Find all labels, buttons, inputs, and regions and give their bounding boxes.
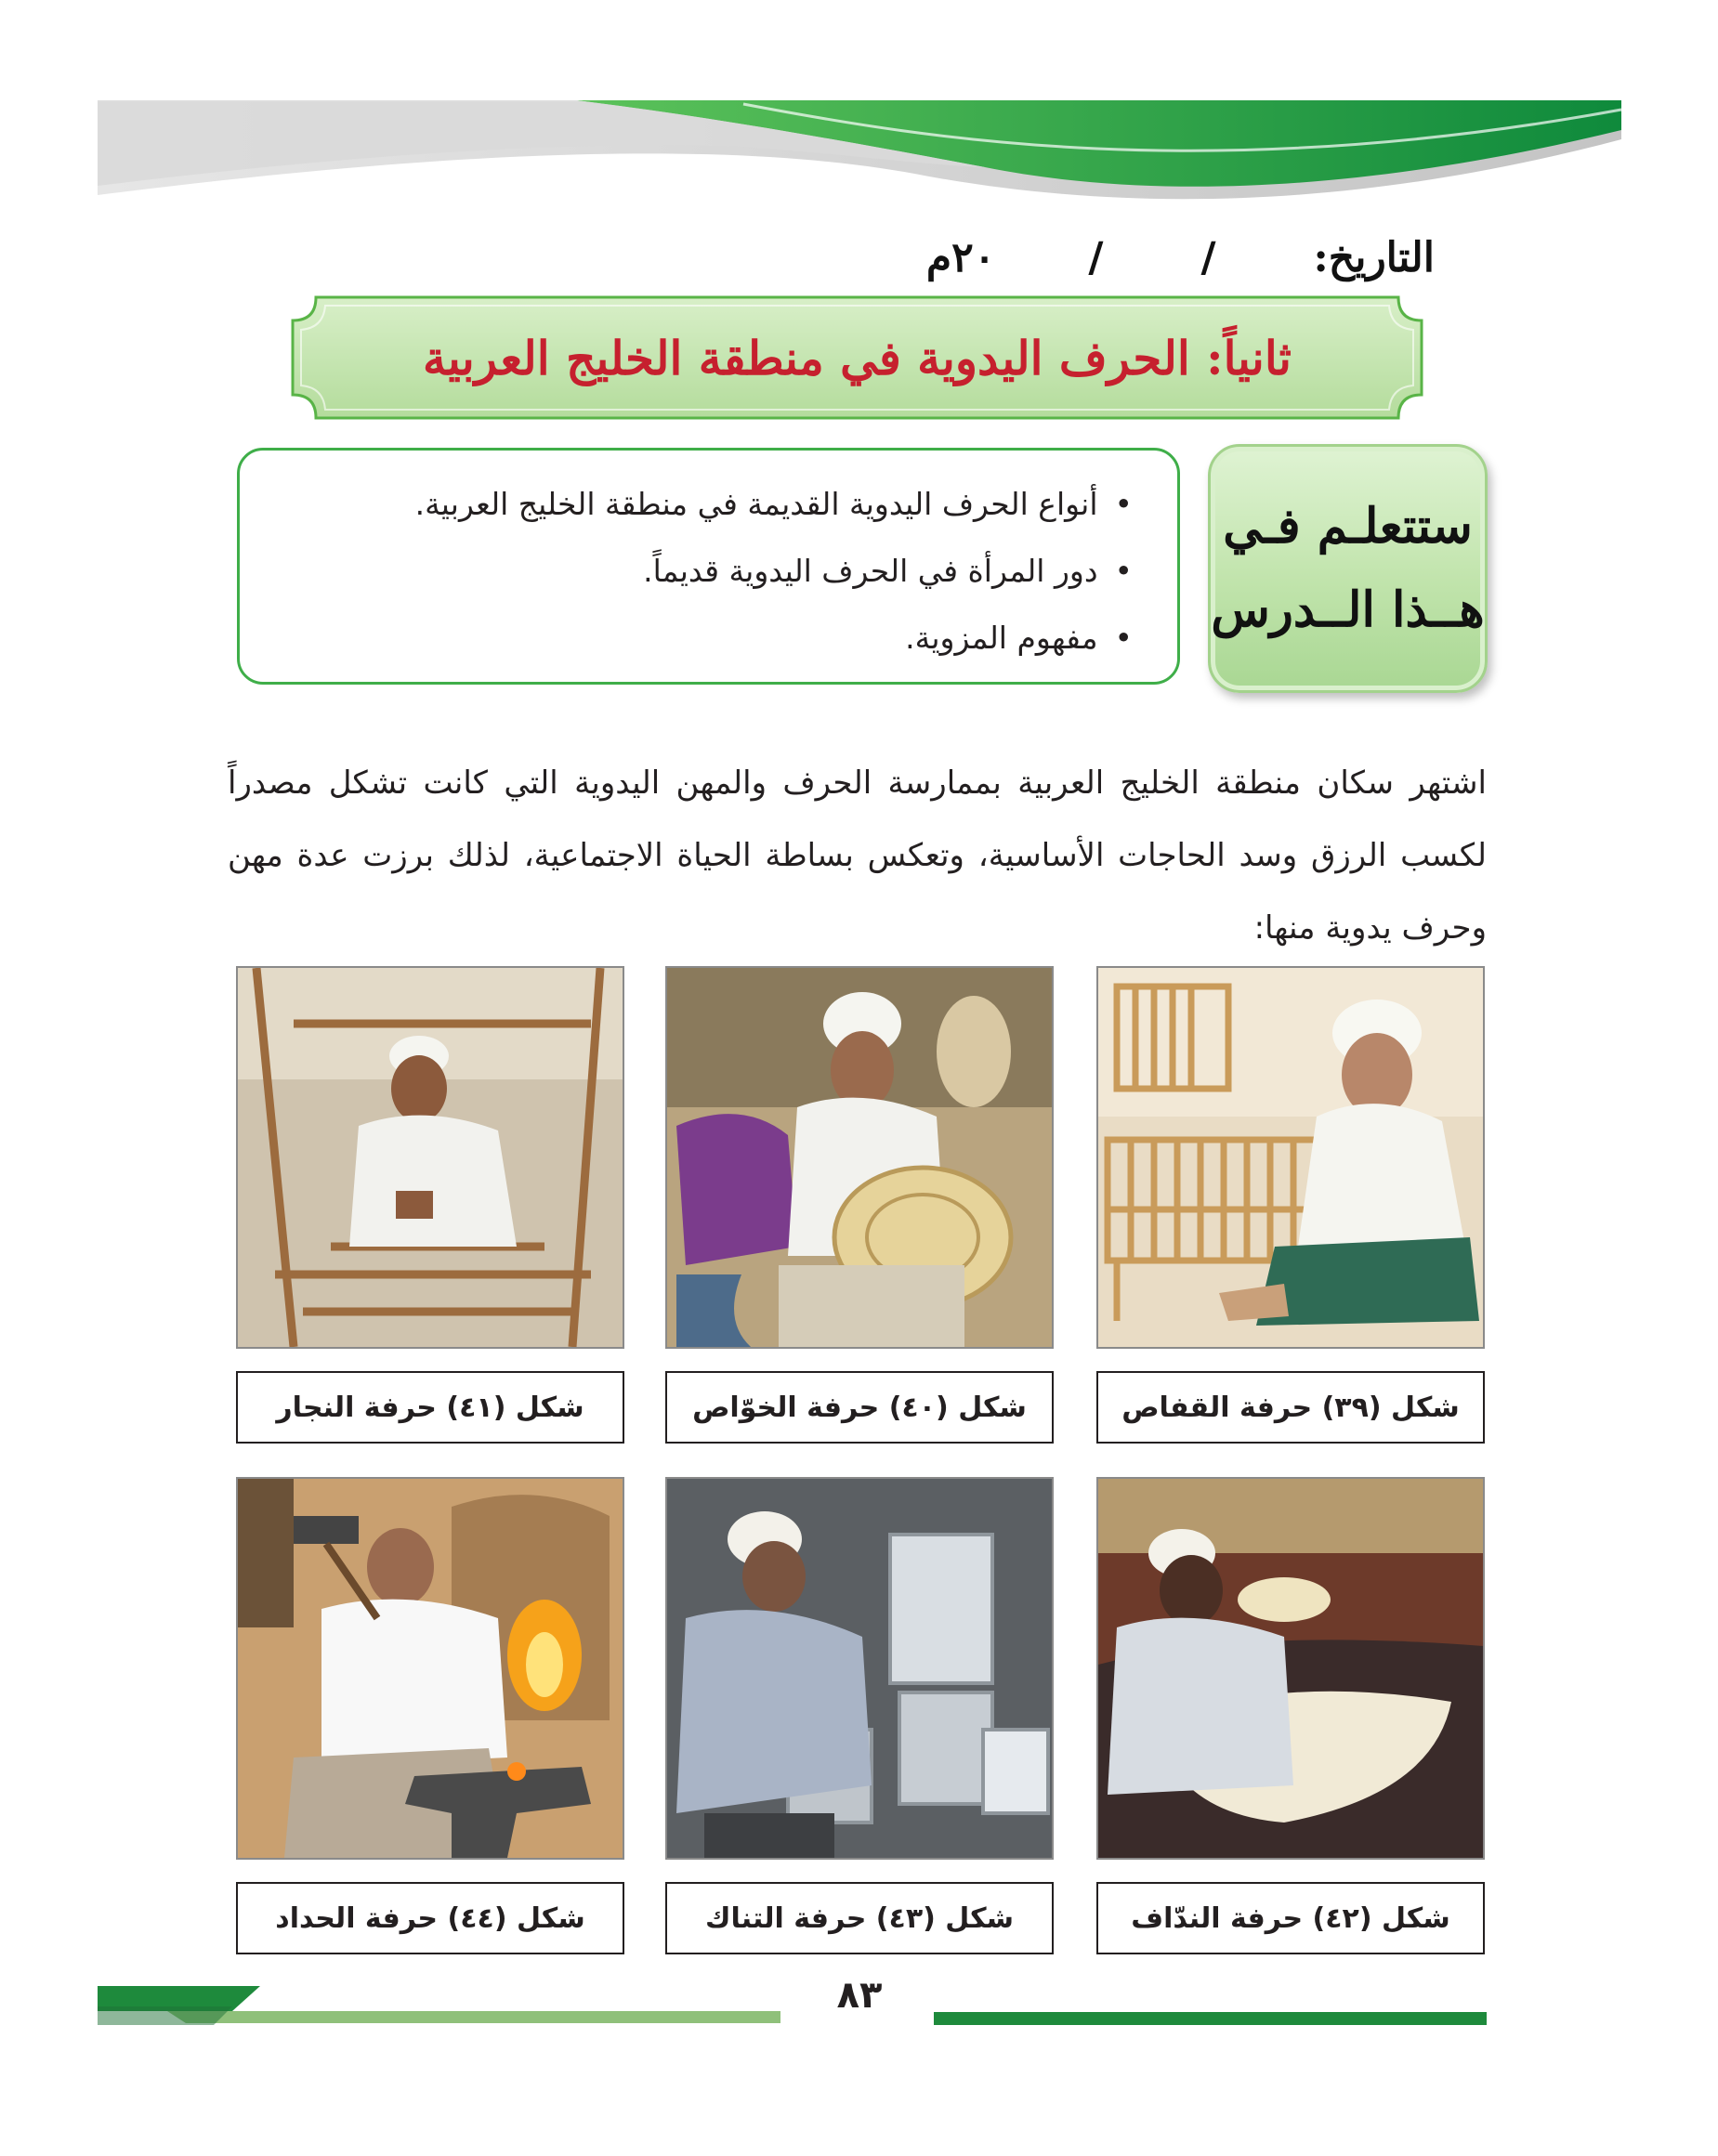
lesson-badge-line2: هــذا الــدرس <box>1211 581 1485 638</box>
bullet-icon: • <box>1114 486 1133 522</box>
bullet-icon: • <box>1114 620 1133 656</box>
figure-40-caption: شكل (٤٠) حرفة الخوّاص <box>665 1371 1054 1444</box>
page-title: ثانياً: الحرف اليدوية في منطقة الخليج العربية <box>423 330 1292 385</box>
figure-40-photo <box>665 966 1054 1349</box>
figure-43-photo <box>665 1477 1054 1860</box>
page-number: ٨٣ <box>836 1974 883 2017</box>
figure-42-caption: شكل (٤٢) حرفة الندّاف <box>1096 1882 1485 1954</box>
bullet-icon: • <box>1114 553 1133 589</box>
date-slash: / <box>1088 233 1104 281</box>
header-wave-decoration <box>0 0 1718 242</box>
objective-item: •مفهوم المزوية. <box>240 605 1133 672</box>
date-slash: / <box>1200 233 1216 281</box>
figure-44-caption: شكل (٤٤) حرفة الحداد <box>236 1882 624 1954</box>
objective-item: •دور المرأة في الحرف اليدوية قديماً. <box>240 538 1133 605</box>
date-year-suffix: ٢٠م <box>925 233 996 281</box>
figure-39-photo <box>1096 966 1485 1349</box>
objectives-box <box>237 448 1180 685</box>
figure-41-caption: شكل (٤١) حرفة النجار <box>236 1371 624 1444</box>
objectives-list <box>240 471 1133 672</box>
figure-44-photo <box>236 1477 624 1860</box>
intro-paragraph: اشتهر سكان منطقة الخليج العربية بممارسة الحرف والمهن اليدوية التي كانت تشكل مصدراً لكسب الرزق وسد الحاجات الأساسية، وتعكس بساطة الحياة الاجتماعية، لذلك برزت عدة مهن وحرف يدوية منها: <box>228 764 1487 947</box>
date-line <box>552 225 1435 290</box>
lesson-badge-line1: ستتعلـم فـي <box>1223 498 1473 555</box>
figure-41-photo <box>236 966 624 1349</box>
figure-39-caption: شكل (٣٩) حرفة القفاص <box>1096 1371 1485 1444</box>
lesson-badge <box>1208 444 1488 693</box>
objective-item: •أنواع الحرف اليدوية القديمة في منطقة الخليج العربية. <box>240 471 1133 538</box>
date-label: التاريخ: <box>1313 233 1435 281</box>
figure-43-caption: شكل (٤٣) حرفة التناك <box>665 1882 1054 1954</box>
title-banner <box>288 293 1426 423</box>
figure-42-photo <box>1096 1477 1485 1860</box>
